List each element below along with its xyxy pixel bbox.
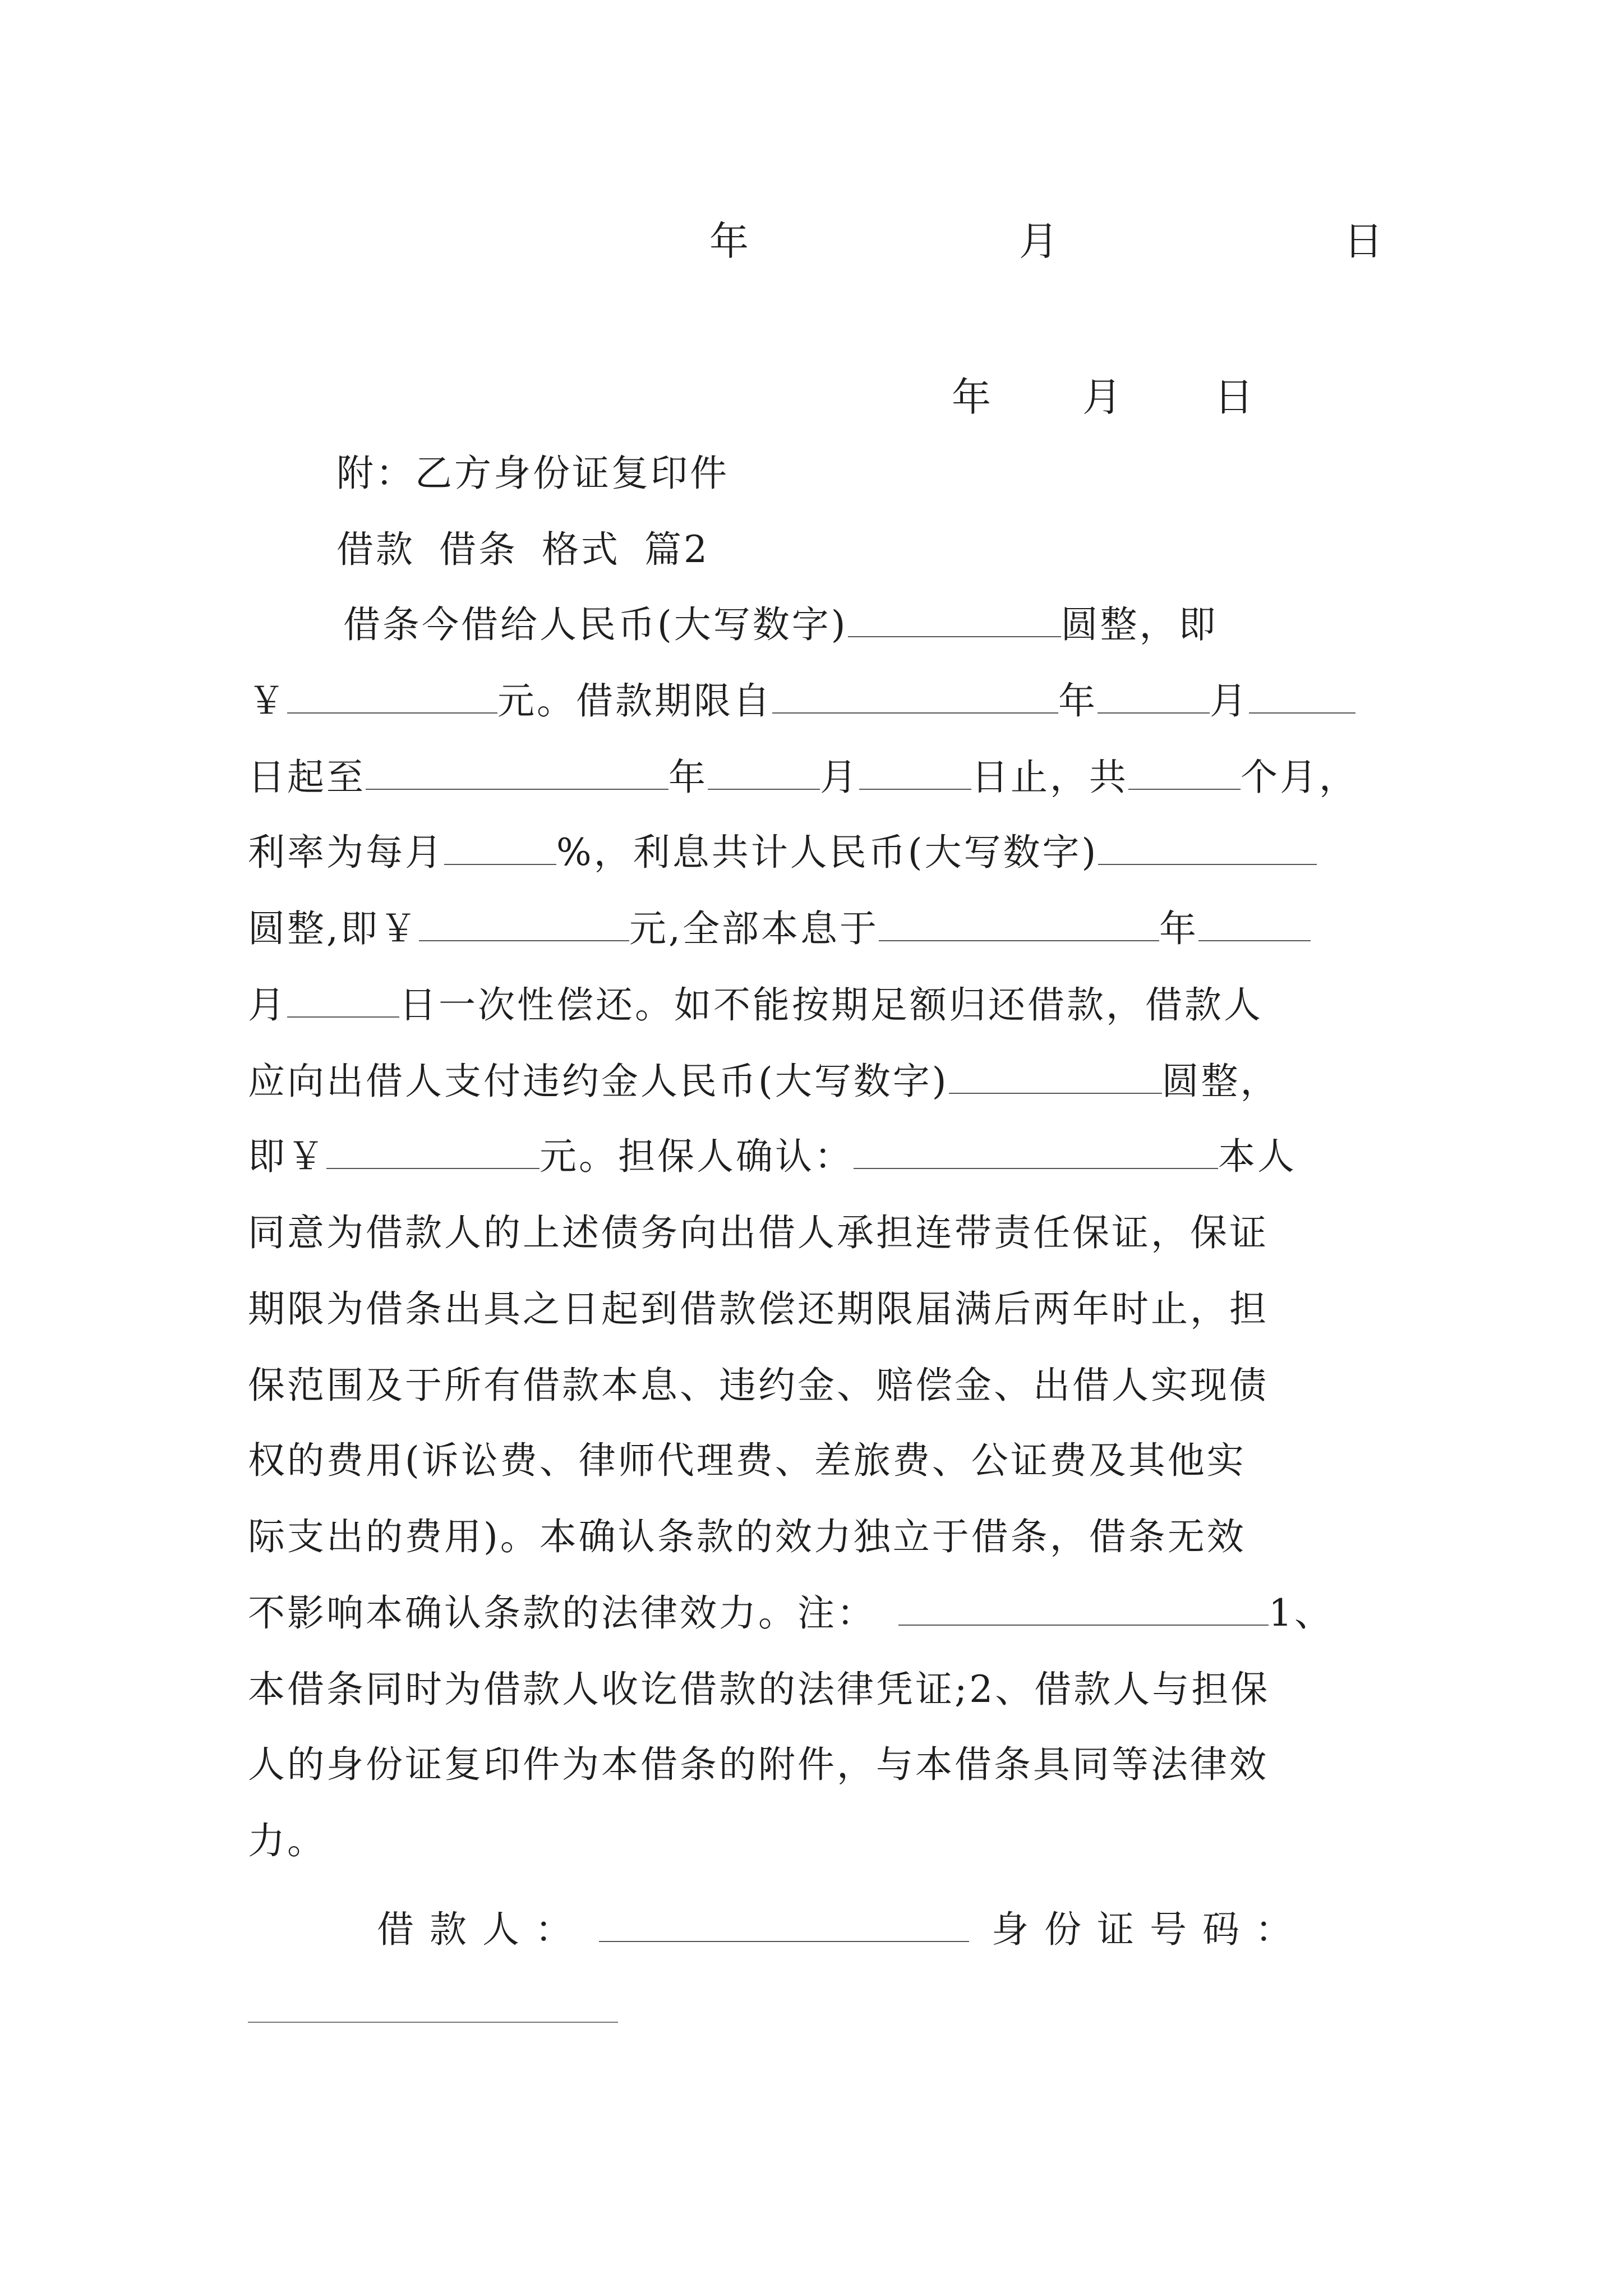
blank-field[interactable] — [419, 909, 629, 941]
body-line-6 — [248, 978, 1263, 1032]
body-line-9: 同意为借款人的上述债务向出借人承担连带责任保证，保证 — [248, 1211, 1269, 1254]
body-text: %，利息共计人民币(大写数字) — [556, 831, 1099, 874]
blank-field[interactable] — [287, 681, 497, 714]
body-line-16: 人的身份证复印件为本借条的附件，与本借条具同等法律效 — [248, 1743, 1269, 1786]
body-line-15: 本借条同时为借款人收讫借款的法律凭证;2、借款人与担保 — [248, 1668, 1270, 1711]
blank-field[interactable] — [326, 1137, 540, 1169]
blank-field[interactable] — [1098, 681, 1210, 714]
date-day-label-1: 日 — [1344, 218, 1383, 264]
heading-word-2: 借条 — [439, 528, 518, 571]
blank-field[interactable] — [772, 681, 1058, 714]
date-month-label-2: 月 — [1082, 374, 1122, 420]
borrower-signature-field[interactable] — [599, 1910, 969, 1942]
body-text: 日止，共 — [971, 756, 1128, 799]
body-line-7 — [248, 1055, 1280, 1108]
body-text: 日一次性偿还。如不能按期足额归还借款，借款人 — [399, 983, 1263, 1027]
body-line-17: 力。 — [248, 1819, 326, 1862]
body-text: 利率为每月 — [248, 831, 444, 874]
heading-word-1: 借款 — [336, 528, 415, 571]
body-text: 本人 — [1218, 1135, 1297, 1178]
body-text: 1、 — [1269, 1591, 1334, 1635]
body-text: 应向出借人支付违约金人民币(大写数字) — [248, 1060, 949, 1103]
body-text: 即￥ — [248, 1135, 326, 1178]
heading-word-4: 篇2 — [644, 528, 709, 571]
body-text: 元。担保人确认： — [540, 1135, 854, 1178]
body-line-14 — [248, 1586, 1334, 1640]
blank-field[interactable] — [1128, 757, 1241, 790]
body-line-4 — [248, 826, 1317, 880]
date-year-label-2: 年 — [952, 374, 991, 420]
body-line-2 — [248, 674, 1355, 728]
blank-field[interactable] — [854, 1137, 1218, 1169]
blank-field[interactable] — [366, 757, 668, 790]
blank-field[interactable] — [444, 832, 556, 865]
body-line-1 — [343, 598, 1218, 652]
blank-field[interactable] — [287, 985, 399, 1018]
body-text: 年 — [1159, 907, 1198, 950]
body-text: 月 — [820, 756, 859, 799]
date-month-label-1: 月 — [1019, 218, 1058, 264]
body-text: 年 — [668, 756, 708, 799]
body-text: 月 — [1210, 679, 1249, 723]
body-text: 借条今借给人民币(大写数字) — [343, 603, 848, 646]
date-year-label-1: 年 — [709, 218, 749, 264]
blank-field[interactable] — [949, 1061, 1162, 1094]
blank-field[interactable] — [1249, 681, 1355, 714]
date-day-label-2: 日 — [1214, 374, 1253, 420]
attachment-note: 附：乙方身份证复印件 — [336, 452, 729, 495]
body-text: 元,全部本息于 — [629, 907, 879, 950]
blank-field[interactable] — [1098, 832, 1317, 865]
body-text: 月 — [248, 983, 287, 1027]
body-text: 日起至 — [248, 756, 366, 799]
body-text: 个月， — [1241, 756, 1358, 799]
body-text: 年 — [1058, 679, 1098, 723]
body-line-8 — [248, 1130, 1297, 1184]
signature-line — [377, 1903, 1308, 1957]
body-text: 不影响本确认条款的法律效力。注： — [248, 1591, 876, 1635]
body-line-3 — [248, 751, 1358, 804]
section-heading — [336, 523, 709, 577]
body-line-13: 际支出的费用)。本确认条款的效力独立于借条，借条无效 — [248, 1515, 1246, 1558]
body-text: 元。借款期限自 — [497, 679, 772, 723]
blank-field[interactable] — [898, 1593, 1269, 1626]
blank-field[interactable] — [859, 757, 971, 790]
body-text: 圆整，即 — [1061, 603, 1218, 646]
id-number-field[interactable] — [248, 2022, 618, 2023]
borrower-label: 借款人： — [377, 1908, 588, 1951]
blank-field[interactable] — [848, 605, 1061, 637]
body-line-5 — [248, 902, 1311, 956]
blank-field[interactable] — [708, 757, 820, 790]
body-line-10: 期限为借条出具之日起到借款偿还期限届满后两年时止，担 — [248, 1287, 1269, 1331]
body-line-12: 权的费用(诉讼费、律师代理费、差旅费、公证费及其他实 — [248, 1439, 1246, 1482]
blank-field[interactable] — [1198, 909, 1311, 941]
body-line-11: 保范围及于所有借款本息、违约金、赔偿金、出借人实现债 — [248, 1364, 1269, 1407]
body-text: ￥ — [248, 679, 287, 723]
id-number-label: 身份证号码： — [992, 1908, 1308, 1951]
body-text: 圆整， — [1161, 1060, 1280, 1103]
body-text: 圆整,即￥ — [248, 907, 419, 950]
heading-word-3: 格式 — [541, 528, 620, 571]
blank-field[interactable] — [879, 909, 1159, 941]
